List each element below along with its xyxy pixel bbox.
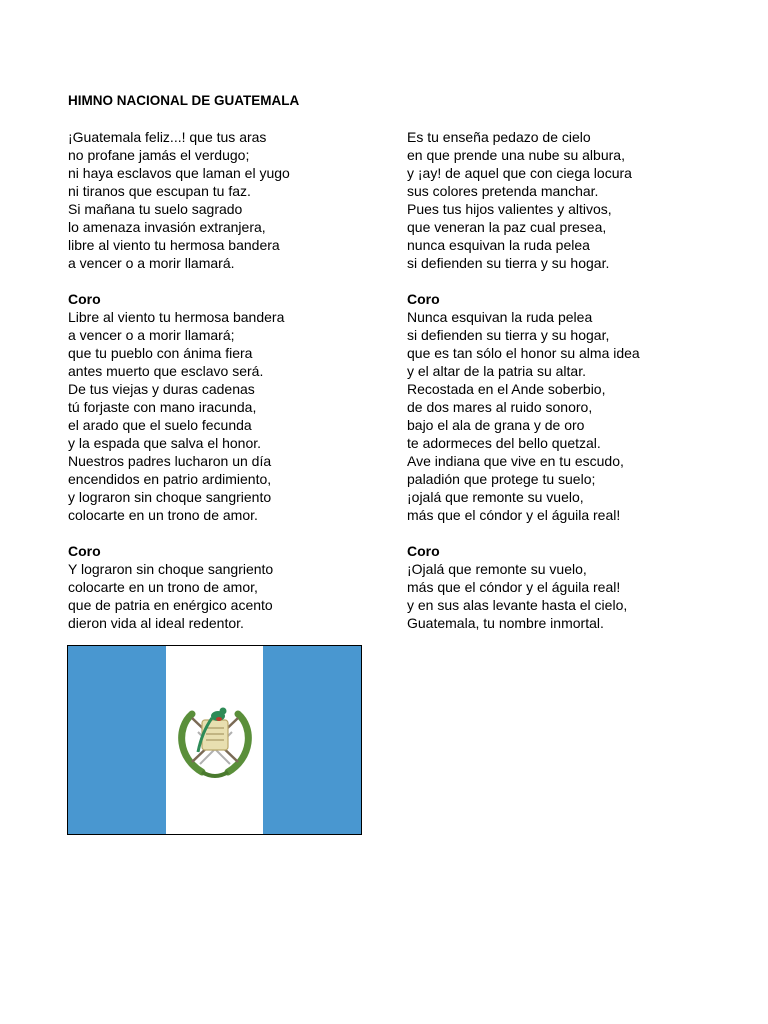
lyric-line: Recostada en el Ande soberbio, [407, 381, 606, 397]
lyric-line: y ¡ay! de aquel que con ciega locura [407, 165, 632, 181]
lyric-line: bajo el ala de grana y de oro [407, 417, 585, 433]
lyric-line: lo amenaza invasión extranjera, [68, 219, 266, 235]
lyric-line: a vencer o a morir llamará; [68, 327, 235, 343]
stanza-heading: Coro [407, 543, 440, 559]
lyric-line: que es tan sólo el honor su alma idea [407, 345, 640, 361]
lyric-line: sus colores pretenda manchar. [407, 183, 599, 199]
lyric-line: Pues tus hijos valientes y altivos, [407, 201, 612, 217]
stanza [68, 290, 388, 524]
stanza [407, 128, 727, 272]
lyric-line: no profane jamás el verdugo; [68, 147, 250, 163]
lyric-line: ¡ojalá que remonte su vuelo, [407, 489, 584, 505]
lyric-line: Nunca esquivan la ruda pelea [407, 309, 593, 325]
lyric-line: y el altar de la patria su altar. [407, 363, 586, 379]
right-column [407, 128, 727, 650]
stanza-heading: Coro [407, 291, 440, 307]
lyric-line: Si mañana tu suelo sagrado [68, 201, 243, 217]
lyric-line: te adormeces del bello quetzal. [407, 435, 601, 451]
lyric-line: Ave indiana que vive en tu escudo, [407, 453, 624, 469]
lyric-line: en que prende una nube su albura, [407, 147, 625, 163]
stanza-heading: Coro [68, 543, 101, 559]
guatemala-flag-icon [67, 645, 362, 835]
lyric-line: Y lograron sin choque sangriento [68, 561, 274, 577]
lyric-line: y la espada que salva el honor. [68, 435, 262, 451]
lyric-line: más que el cóndor y el águila real! [407, 579, 621, 595]
flag-blue-band-left [68, 646, 166, 834]
lyric-line: dieron vida al ideal redentor. [68, 615, 244, 631]
left-column [68, 128, 388, 650]
lyric-line: ni tiranos que escupan tu faz. [68, 183, 251, 199]
lyric-line: libre al viento tu hermosa bandera [68, 237, 280, 253]
lyric-line: tú forjaste con mano iracunda, [68, 399, 257, 415]
lyric-line: que de patria en enérgico acento [68, 597, 273, 613]
coat-of-arms-icon [172, 692, 258, 784]
lyric-line: De tus viejas y duras cadenas [68, 381, 255, 397]
lyric-line: antes muerto que esclavo será. [68, 363, 264, 379]
lyric-line: colocarte en un trono de amor. [68, 507, 258, 523]
anthem-title: HIMNO NACIONAL DE GUATEMALA [68, 93, 300, 108]
stanza [407, 542, 727, 632]
lyric-line: de dos mares al ruido sonoro, [407, 399, 593, 415]
lyric-line: más que el cóndor y el águila real! [407, 507, 621, 523]
lyric-line: paladión que protege tu suelo; [407, 471, 596, 487]
lyric-line: a vencer o a morir llamará. [68, 255, 235, 271]
lyric-line: Libre al viento tu hermosa bandera [68, 309, 285, 325]
stanza [68, 128, 388, 272]
flag-white-band [166, 646, 264, 834]
lyric-line: nunca esquivan la ruda pelea [407, 237, 590, 253]
lyric-line: ¡Ojalá que remonte su vuelo, [407, 561, 587, 577]
lyric-line: Es tu enseña pedazo de cielo [407, 129, 591, 145]
lyric-line: ni haya esclavos que laman el yugo [68, 165, 290, 181]
stanza [407, 290, 727, 524]
lyric-line: colocarte en un trono de amor, [68, 579, 258, 595]
flag-blue-band-right [263, 646, 361, 834]
lyric-line: ¡Guatemala feliz...! que tus aras [68, 129, 267, 145]
lyric-line: Guatemala, tu nombre inmortal. [407, 615, 604, 631]
lyric-line: que veneran la paz cual presea, [407, 219, 607, 235]
lyric-line: si defienden su tierra y su hogar, [407, 327, 610, 343]
stanza-heading: Coro [68, 291, 101, 307]
lyric-line: el arado que el suelo fecunda [68, 417, 252, 433]
lyric-line: encendidos en patrio ardimiento, [68, 471, 272, 487]
stanza [68, 542, 388, 632]
lyric-line: que tu pueblo con ánima fiera [68, 345, 253, 361]
lyric-line: si defienden su tierra y su hogar. [407, 255, 610, 271]
lyric-line: y en sus alas levante hasta el cielo, [407, 597, 628, 613]
lyric-line: Nuestros padres lucharon un día [68, 453, 272, 469]
lyric-line: y lograron sin choque sangriento [68, 489, 272, 505]
